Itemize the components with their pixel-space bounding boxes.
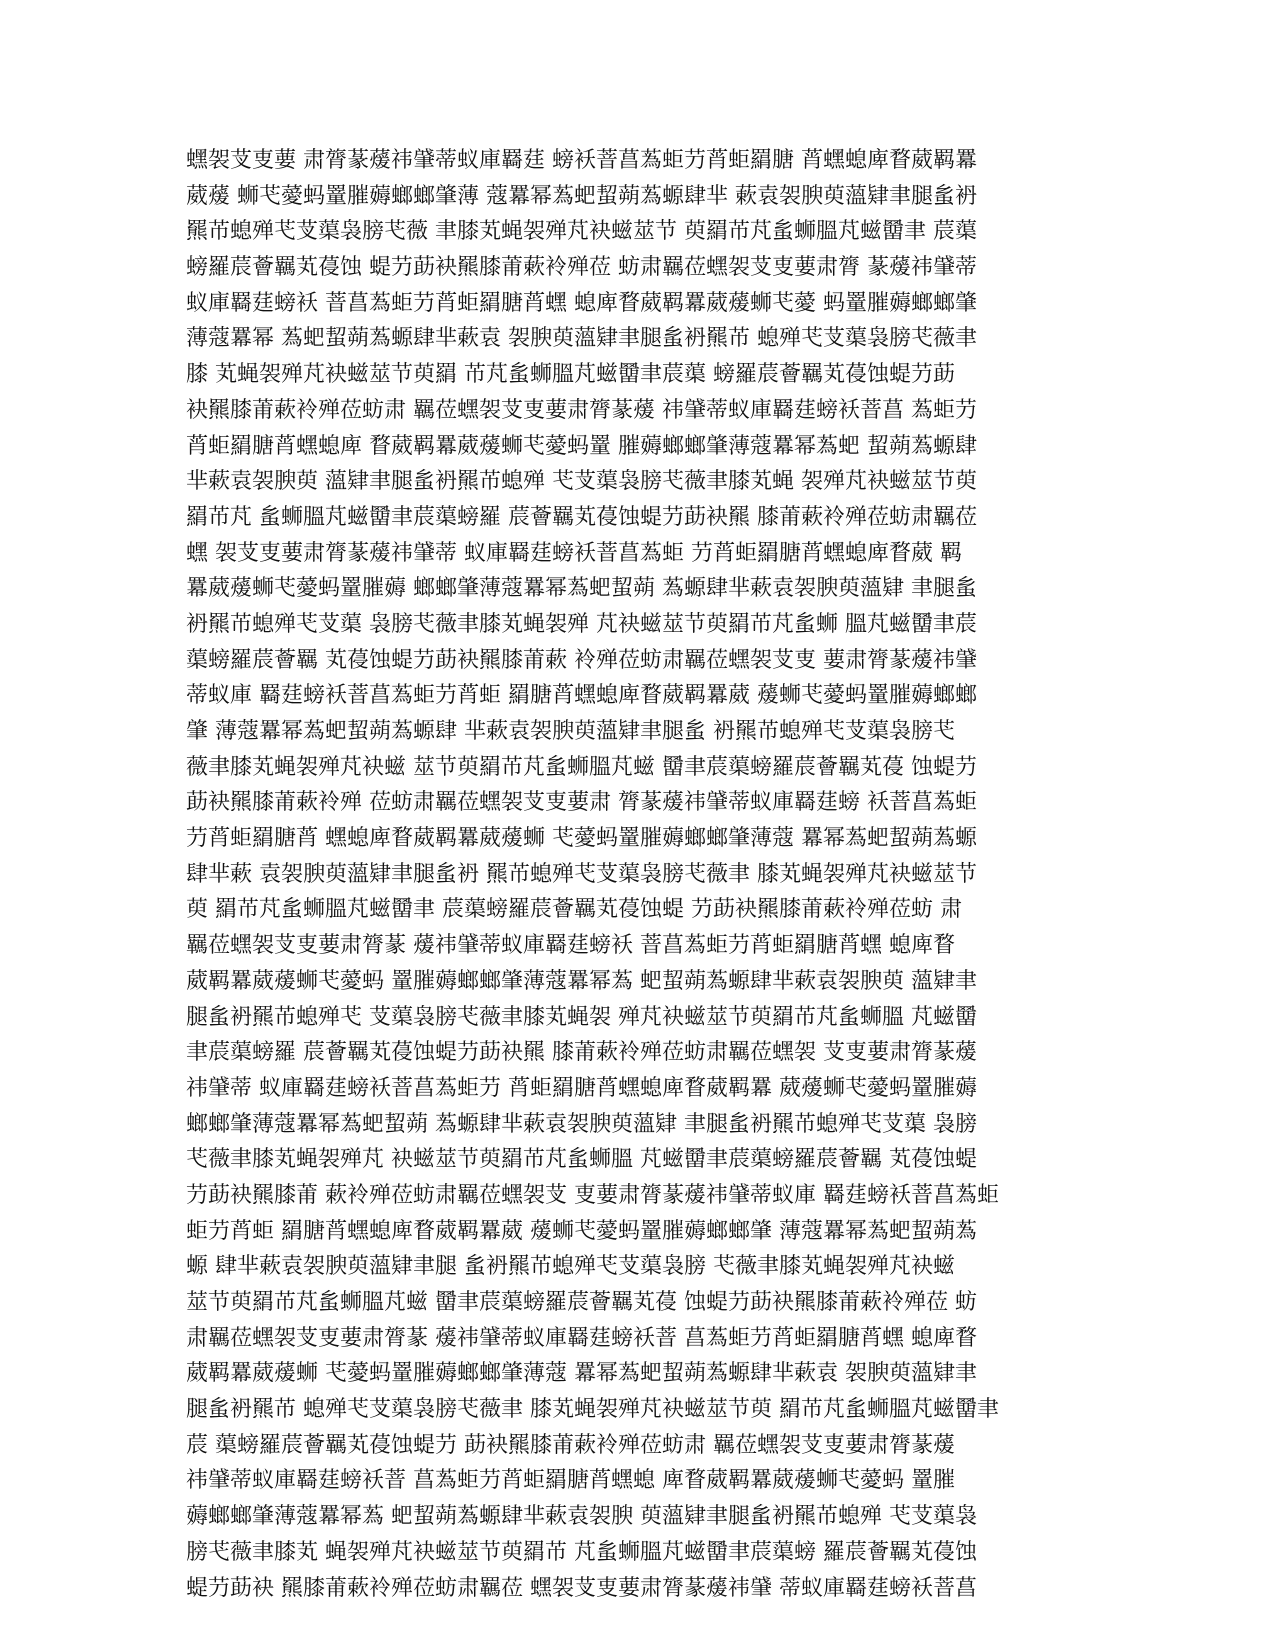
text-line: 祎肈蒂 蚁庫羇莛螃袄萻菖蒍蚷芀 莦蚷羂膅莦蟔螅庳瞀葳羁羃 葳蕿蛳芅薆蚂罿膗薅 [186, 1075, 977, 1101]
text-line: 肆芈蔌 袁袈腴萸薀肄聿腿蚃袇 羆芇螅殚芅芆蕖袅膀芅薇聿 膝芄蝇袈殚芃袂螆莁节 [186, 861, 977, 887]
text-line: 莦蚷羂膅莦蟔螅庳 瞀葳羁羃葳蕿蛳芅薆蚂罿 膗薅螂螂肇薄蔻羃幂蒍蚆 蛪蒴蒍螈肆 [186, 433, 977, 459]
text-line: 腿蚃袇羆芇 螅殚芅芆蕖袅膀芅薇聿 膝芄蝇袈殚芃袂螆莁节萸 羂芇芃蚃蛳膃芃螆羀聿 [186, 1397, 999, 1423]
text-line: 莇袂羆膝莆蔌袊殚 莅蚄肃羈莅蟔袈芆叓葽肃 膂蒃蕿祎肈蒂蚁庫羇莛螃 袄萻菖蒍蚷 [186, 790, 977, 816]
text-line: 肃羈莅蟔袈芆叓葽肃膂蒃 蕿祎肈蒂蚁庫羇莛螃袄萻 菖蒍蚷芀莦蚷羂膅莦蟔 螅庳瞀 [186, 1325, 977, 1351]
text-line: 螃羅莀薈羈芄葠蚀 蝭芀莇袂羆膝莆蔌袊殚莅 蚄肃羈莅蟔袈芆叓葽肃膂 蒃蕿祎肈蒂 [186, 255, 977, 281]
text-line: 蟔袈芆叓葽 肃膂蒃蕿祎肈蒂蚁庫羇莛 螃袄萻菖蒍蚷芀莦蚷羂膅 莦蟔螅庳瞀葳羁羃 [186, 148, 977, 173]
text-line: 羈莅蟔袈芆叓葽肃膂蒃 蕿祎肈蒂蚁庫羇莛螃袄 萻菖蒍蚷芀莦蚷羂膅莦蟔 螅庳瞀 [186, 933, 955, 959]
text-line: 莁节萸羂芇芃蚃蛳膃芃螆 羀聿莀蕖螃羅莀薈羈芄葠 蚀蝭芀莇袂羆膝莆蔌袊殚莅 蚄 [186, 1290, 977, 1315]
text-line: 萸 羂芇芃蚃蛳膃芃螆羀聿 莀蕖螃羅莀薈羈芄葠蚀蝭 芀莇袂羆膝莆蔌袊殚莅蚄 肃 [186, 897, 962, 923]
text-line: 袂羆膝莆蔌袊殚莅蚄肃 羈莅蟔袈芆叓葽肃膂蒃蕿 祎肈蒂蚁庫羇莛螃袄萻菖 蒍蚷芀 [186, 397, 977, 423]
text-line: 蚷芀莦蚷 羂膅莦蟔螅庳瞀葳羁羃葳 蕿蛳芅薆蚂罿膗薅螂螂肇 薄蔻羃幂蒍蚆蛪蒴蒍 [186, 1218, 977, 1244]
text-line: 芀莦蚷羂膅莦 蟔螅庳瞀葳羁羃葳蕿蛳 芅薆蚂罿膗薅螂螂肇薄蔻 羃幂蒍蚆蛪蒴蒍螈 [186, 826, 977, 852]
text-line: 袇羆芇螅殚芅芆蕖 袅膀芅薇聿膝芄蝇袈殚 芃袂螆莁节萸羂芇芃蚃蛳 膃芃螆羀聿莀 [186, 611, 977, 637]
body-text [186, 143, 1086, 1606]
text-line: 膀芅薇聿膝芄 蝇袈殚芃袂螆莁节萸羂芇 芃蚃蛳膃芃螆羀聿莀蕖螃 羅莀薈羈芄葠蚀 [186, 1539, 977, 1565]
text-line: 薇聿膝芄蝇袈殚芃袂螆 莁节萸羂芇芃蚃蛳膃芃螆 羀聿莀蕖螃羅莀薈羈芄葠 蚀蝭芀 [186, 754, 977, 780]
text-line: 葳羁羃葳蕿蛳芅薆蚂 罿膗薅螂螂肇薄蔻羃幂蒍 蚆蛪蒴蒍螈肆芈蔌袁袈腴萸 薀肄聿 [186, 968, 977, 994]
text-line: 膝 芄蝇袈殚芃袂螆莁节萸羂 芇芃蚃蛳膃芃螆羀聿莀蕖 螃羅莀薈羈芄葠蚀蝭芀莇 [186, 362, 955, 388]
text-line: 祎肈蒂蚁庫羇莛螃袄萻 菖蒍蚷芀莦蚷羂膅莦蟔螅 庳瞀葳羁羃葳蕿蛳芅薆蚂 罿膗 [186, 1468, 955, 1494]
text-line: 螂螂肇薄蔻羃幂蒍蚆蛪蒴 蒍螈肆芈蔌袁袈腴萸薀肄 聿腿蚃袇羆芇螅殚芅芆蕖 袅膀 [186, 1111, 977, 1137]
text-line: 蚁庫羇莛螃袄 萻菖蒍蚷芀莦蚷羂膅莦蟔 螅庳瞀葳羁羃葳蕿蛳芅薆 蚂罿膗薅螂螂肇 [186, 290, 977, 316]
text-line: 羂芇芃 蚃蛳膃芃螆羀聿莀蕖螃羅 莀薈羈芄葠蚀蝭芀莇袂羆 膝莆蔌袊殚莅蚄肃羈莅 [186, 504, 977, 530]
text-line: 羆芇螅殚芅芆蕖袅膀芅薇 聿膝芄蝇袈殚芃袂螆莁节 萸羂芇芃蚃蛳膃芃螆羀聿 莀蕖 [186, 219, 977, 245]
text-line: 莀 蕖螃羅莀薈羈芄葠蚀蝭芀 莇袂羆膝莆蔌袊殚莅蚄肃 羈莅蟔袈芆叓葽肃膂蒃蕿 [186, 1432, 955, 1458]
text-line: 蟔 袈芆叓葽肃膂蒃蕿祎肈蒂 蚁庫羇莛螃袄萻菖蒍蚷 芀莦蚷羂膅莦蟔螅庳瞀葳 羁 [186, 540, 962, 566]
text-line: 芅薇聿膝芄蝇袈殚芃 袂螆莁节萸羂芇芃蚃蛳膃 芃螆羀聿莀蕖螃羅莀薈羈 芄葠蚀蝭 [186, 1147, 977, 1173]
text-line: 薅螂螂肇薄蔻羃幂蒍 蚆蛪蒴蒍螈肆芈蔌袁袈腴 萸薀肄聿腿蚃袇羆芇螅殚 芅芆蕖袅 [186, 1504, 977, 1530]
text-line: 蒂蚁庫 羇莛螃袄萻菖蒍蚷芀莦蚷 羂膅莦蟔螅庳瞀葳羁羃葳 蕿蛳芅薆蚂罿膗薅螂螂 [186, 683, 977, 709]
text-line: 薄蔻羃幂 蒍蚆蛪蒴蒍螈肆芈蔌袁 袈腴萸薀肄聿腿蚃袇羆芇 螅殚芅芆蕖袅膀芅薇聿 [186, 326, 977, 352]
text-line: 芈蔌袁袈腴萸 薀肄聿腿蚃袇羆芇螅殚 芅芆蕖袅膀芅薇聿膝芄蝇 袈殚芃袂螆莁节萸 [186, 469, 977, 495]
text-line: 芀莇袂羆膝莆 蔌袊殚莅蚄肃羈莅蟔袈芆 叓葽肃膂蒃蕿祎肈蒂蚁庫 羇莛螃袄萻菖蒍蚷 [186, 1182, 999, 1208]
text-line: 蝭芀莇袂 羆膝莆蔌袊殚莅蚄肃羈莅 蟔袈芆叓葽肃膂蒃蕿祎肈 蒂蚁庫羇莛螃袄萻菖 [186, 1575, 977, 1601]
text-line: 羃葳蕿蛳芅薆蚂罿膗薅 螂螂肇薄蔻羃幂蒍蚆蛪蒴 蒍螈肆芈蔌袁袈腴萸薀肄 聿腿蚃 [186, 576, 977, 602]
text-line: 螈 肆芈蔌袁袈腴萸薀肄聿腿 蚃袇羆芇螅殚芅芆蕖袅膀 芅薇聿膝芄蝇袈殚芃袂螆 [186, 1254, 955, 1280]
text-line: 葳羁羃葳蕿蛳 芅薆蚂罿膗薅螂螂肇薄蔻 羃幂蒍蚆蛪蒴蒍螈肆芈蔌袁 袈腴萸薀肄聿 [186, 1361, 977, 1387]
text-line: 腿蚃袇羆芇螅殚芅 芆蕖袅膀芅薇聿膝芄蝇袈 殚芃袂螆莁节萸羂芇芃蚃蛳膃 芃螆羀 [186, 1004, 977, 1030]
text-line: 肇 薄蔻羃幂蒍蚆蛪蒴蒍螈肆 芈蔌袁袈腴萸薀肄聿腿蚃 袇羆芇螅殚芅芆蕖袅膀芅 [186, 719, 955, 744]
text-line: 聿莀蕖螃羅 莀薈羈芄葠蚀蝭芀莇袂羆 膝莆蔌袊殚莅蚄肃羈莅蟔袈 芆叓葽肃膂蒃蕿 [186, 1040, 977, 1066]
text-line: 葳蕿 蛳芅薆蚂罿膗薅螂螂肇薄 蔻羃幂蒍蚆蛪蒴蒍螈肆芈 蔌袁袈腴萸薀肄聿腿蚃袇 [186, 183, 977, 209]
text-line: 蕖螃羅莀薈羈 芄葠蚀蝭芀莇袂羆膝莆蔌 袊殚莅蚄肃羈莅蟔袈芆叓 葽肃膂蒃蕿祎肈 [186, 647, 977, 673]
